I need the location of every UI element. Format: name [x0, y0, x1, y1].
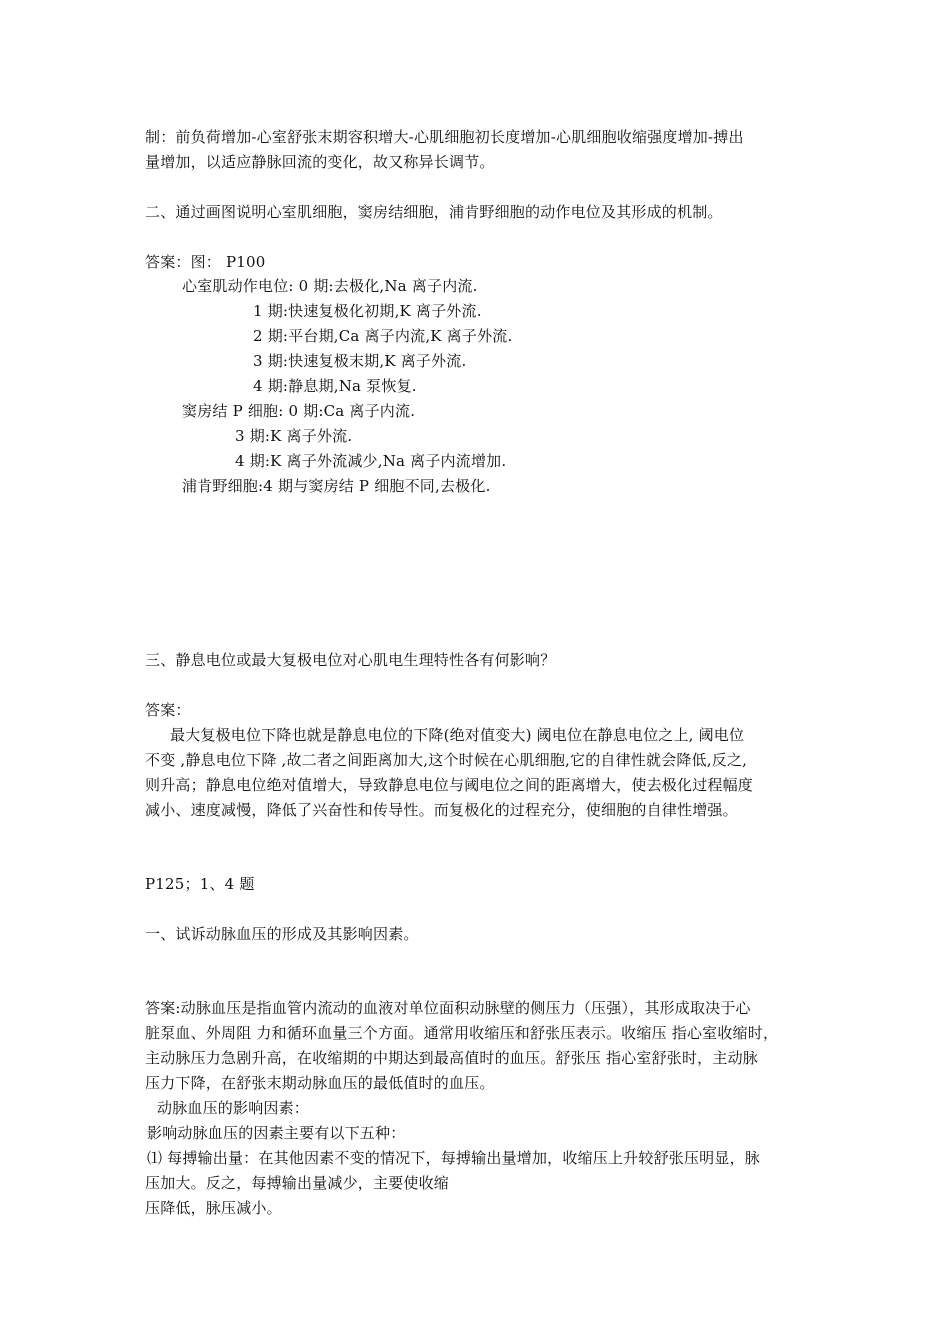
question-3-answer-line-1: 最大复极电位下降也就是静息电位的下降(绝对值变大) 阈电位在静息电位之上, 阈电位	[170, 726, 745, 744]
ventricular-phase-2: 2 期:平台期,Ca 离子内流,K 离子外流.	[253, 327, 513, 345]
factors-intro: 影响动脉血压的因素主要有以下五种：	[147, 1124, 406, 1142]
ventricular-phase-1: 1 期:快速复极化初期,K 离子外流.	[253, 302, 482, 320]
factors-heading: 动脉血压的影响因素：	[157, 1099, 310, 1117]
question-1-answer-line-4: 压力下降，在舒张末期动脉血压的最低值时的血压。	[145, 1074, 495, 1092]
ventricular-phase-4: 4 期:静息期,Na 泵恢复.	[253, 377, 417, 395]
factor-1-line-3: 压降低，脉压减小。	[145, 1199, 282, 1217]
question-3-answer-line-2: 不变 ,静息电位下降 ,故二者之间距离加大,这个时候在心肌细胞,它的自律性就会降低,反之,	[145, 751, 748, 769]
question-2-title: 二、通过画图说明心室肌细胞，窦房结细胞，浦肯野细胞的动作电位及其形成的机制。	[145, 203, 723, 221]
question-1-answer-line-2: 脏泵血、外周阻 力和循环血量三个方面。通常用收缩压和舒张压表示。收缩压 指心室收缩时，	[145, 1024, 779, 1042]
sinoatrial-phase-4: 4 期:K 离子外流减少,Na 离子内流增加.	[235, 452, 507, 470]
factor-1-line-2: 压加大。反之，每搏输出量减少，主要使收缩	[145, 1174, 450, 1192]
question-3-title: 三、静息电位或最大复极电位对心肌电生理特性各有何影响？	[145, 651, 556, 669]
question-3-answer-head: 答案：	[145, 701, 191, 719]
section-heading: P125；1、4 题	[145, 875, 255, 893]
question-1-answer-line-3: 主动脉压力急剧升高，在收缩期的中期达到最高值时的血压。舒张压 指心室舒张时，主动脉	[145, 1049, 758, 1067]
question-1-answer-line-1: 答案:动脉血压是指血管内流动的血液对单位面积动脉壁的侧压力（压强），其形成取决于心	[145, 999, 751, 1017]
ventricular-phase-0: 心室肌动作电位: 0 期:去极化,Na 离子内流.	[182, 277, 478, 295]
sinoatrial-phase-3: 3 期:K 离子外流.	[235, 427, 353, 445]
intro-line-1: 制：前负荷增加-心室舒张末期容积增大-心肌细胞初长度增加-心肌细胞收缩强度增加-搏出	[145, 128, 744, 146]
question-3-answer-line-3: 则升高；静息电位绝对值增大，导致静息电位与阈电位之间的距离增大，使去极化过程幅度	[145, 776, 754, 794]
intro-line-2: 量增加，以适应静脉回流的变化，故又称异长调节。	[145, 153, 495, 171]
purkinje-line: 浦肯野细胞:4 期与窦房结 P 细胞不同,去极化.	[182, 477, 491, 495]
sinoatrial-phase-0: 窦房结 P 细胞: 0 期:Ca 离子内流.	[182, 402, 416, 420]
question-3-answer-line-4: 减小、速度减慢，降低了兴奋性和传导性。而复极化的过程充分，使细胞的自律性增强。	[145, 801, 738, 819]
question-2-answer-head: 答案：图： P100	[145, 253, 266, 271]
ventricular-phase-3: 3 期:快速复极末期,K 离子外流.	[253, 352, 467, 370]
factor-1-line-1: ⑴ 每搏输出量：在其他因素不变的情况下，每搏输出量增加，收缩压上升较舒张压明显，脉	[147, 1149, 760, 1167]
question-1-title: 一、试诉动脉血压的形成及其影响因素。	[145, 925, 419, 943]
